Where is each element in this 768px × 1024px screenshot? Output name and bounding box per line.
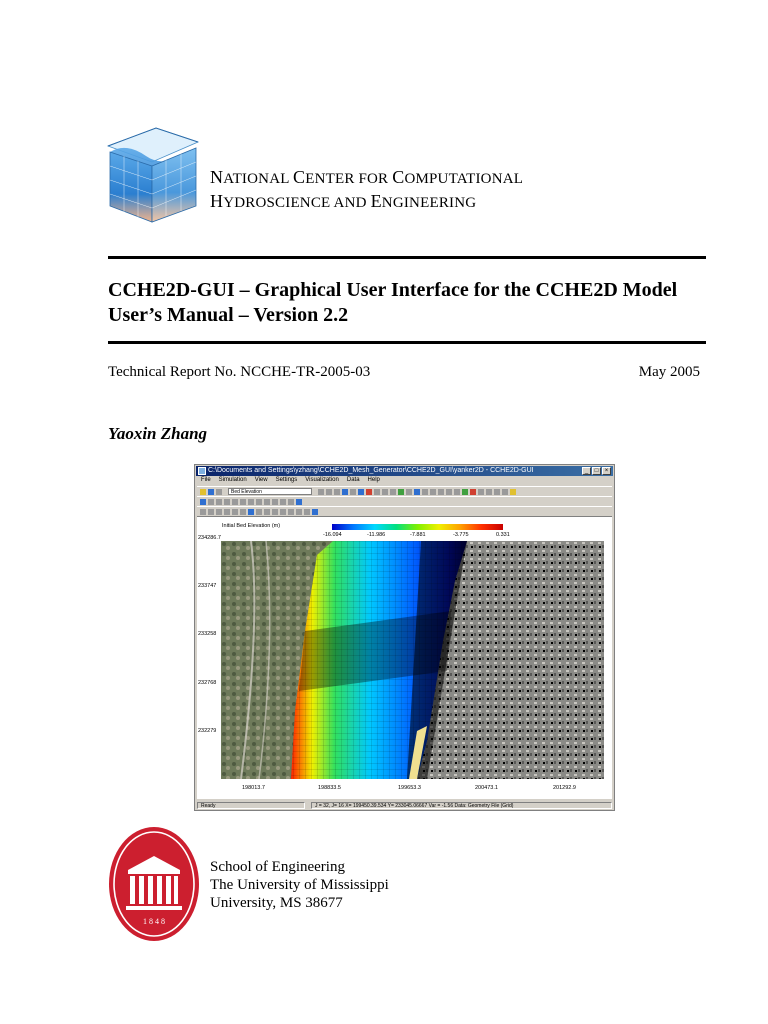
tool-icon: [334, 489, 340, 495]
window-title: C:\Documents and Settings\yzhang\CCHE2D_Mesh_Generator\CCHE2D_GUI\yanker2D - CCHE2D-GUI: [208, 467, 534, 474]
status-ready: Ready: [197, 802, 305, 809]
tool-icon: [288, 509, 294, 515]
tool-icon: [422, 489, 428, 495]
app-icon: [198, 467, 206, 475]
initial-cap: C: [392, 167, 405, 187]
colorbar-tick: -11.986: [367, 532, 386, 538]
open-icon: [200, 489, 206, 495]
window-buttons: [582, 467, 611, 475]
app-screenshot: [194, 464, 615, 811]
tool-icon: [264, 499, 270, 505]
tool-icon: [414, 489, 420, 495]
university-seal-icon: [108, 826, 200, 942]
y-tick: 232279: [198, 728, 217, 734]
colorbar-tick: 0.331: [496, 532, 510, 538]
x-tick: 199653.3: [398, 785, 421, 791]
menu-view: View: [254, 477, 268, 483]
tool-icon: [312, 509, 318, 515]
tool-icon: [248, 509, 254, 515]
x-tick: 198833.5: [318, 785, 341, 791]
tool-icon: [510, 489, 516, 495]
school-line-3: University, MS 38677: [210, 895, 343, 911]
close-button: ×: [602, 467, 611, 475]
print-icon: [216, 489, 222, 495]
colorbar-tick: -7.881: [410, 532, 426, 538]
tool-icon: [272, 499, 278, 505]
word-rest: ENTER FOR: [305, 171, 393, 187]
tool-icon: [200, 509, 206, 515]
tool-icon: [478, 489, 484, 495]
tool-icon: [470, 489, 476, 495]
toolbar-3: [197, 506, 612, 517]
save-icon: [208, 489, 214, 495]
word-rest: YDROSCIENCE AND: [223, 195, 371, 211]
tool-icon: [296, 509, 302, 515]
tool-icon: [232, 499, 238, 505]
bottom-rule: [108, 341, 706, 344]
tool-icon: [350, 489, 356, 495]
document-title: [108, 278, 677, 328]
tool-icon: [374, 489, 380, 495]
seal-year: 1 8 4 8: [143, 917, 165, 926]
y-tick: 234286.7: [198, 535, 221, 541]
word-rest: OMPUTATIONAL: [404, 171, 524, 187]
tool-icon: [280, 499, 286, 505]
tool-icon: [486, 489, 492, 495]
menu-file: File: [201, 477, 211, 483]
menu-simulation: Simulation: [218, 477, 247, 483]
top-rule: [108, 256, 706, 259]
x-tick: 198013.7: [242, 785, 265, 791]
tool-icon: [326, 489, 332, 495]
ncche-cube-logo-icon: [106, 126, 200, 224]
maximize-button: □: [592, 467, 601, 475]
menu-settings: Settings: [275, 477, 298, 483]
report-date: May 2005: [638, 364, 700, 380]
tool-icon: [200, 499, 206, 505]
tool-icon: [304, 509, 310, 515]
legend-title: Initial Bed Elevation (m): [222, 523, 281, 529]
title-line-2: User’s Manual – Version 2.2: [108, 304, 349, 326]
menu-help: Help: [367, 477, 380, 483]
tool-icon: [256, 509, 262, 515]
tool-icon: [390, 489, 396, 495]
author-name: Yaoxin Zhang: [108, 424, 208, 443]
word-rest: NGINEERING: [381, 195, 477, 211]
tool-icon: [296, 499, 302, 505]
initial-cap: E: [370, 191, 382, 211]
tool-icon: [256, 499, 262, 505]
school-address: [210, 858, 389, 912]
initial-cap: N: [210, 167, 224, 187]
y-tick: 232768: [198, 680, 217, 686]
window-titlebar: [196, 466, 613, 476]
zoom-icon: [342, 489, 348, 495]
colorbar: [332, 524, 503, 530]
tool-icon: [224, 509, 230, 515]
tool-icon: [264, 509, 270, 515]
tool-icon: [280, 509, 286, 515]
menu-data: Data: [346, 477, 360, 483]
tool-icon: [502, 489, 508, 495]
y-tick: 233747: [198, 583, 217, 589]
menu-visualization: Visualization: [305, 477, 339, 483]
organization-name: [210, 166, 523, 214]
school-line-1: School of Engineering: [210, 859, 345, 875]
tool-icon: [232, 509, 238, 515]
tool-icon: [216, 499, 222, 505]
y-tick: 233258: [198, 631, 217, 637]
river-mesh-map: [221, 541, 604, 779]
tool-icon: [366, 489, 372, 495]
menu-bar: [197, 477, 380, 483]
tool-icon: [216, 509, 222, 515]
initial-cap: H: [210, 191, 224, 211]
tool-icon: [272, 509, 278, 515]
tool-icon: [454, 489, 460, 495]
title-line-1: CCHE2D-GUI – Graphical User Interface for the CCHE2D Model: [108, 279, 678, 301]
tool-icon: [318, 489, 324, 495]
tool-icon: [240, 509, 246, 515]
school-line-2: The University of Mississippi: [210, 877, 389, 893]
colorbar-tick: -3.775: [453, 532, 469, 538]
tool-icon: [248, 499, 254, 505]
variable-dropdown: Bed Elevation: [228, 488, 312, 495]
tool-icon: [462, 489, 468, 495]
tool-icon: [430, 489, 436, 495]
tool-icon: [382, 489, 388, 495]
tool-icon: [208, 499, 214, 505]
tool-icon: [288, 499, 294, 505]
tool-icon: [398, 489, 404, 495]
organization-name-line1: [210, 166, 523, 190]
plot-area: [197, 517, 612, 799]
status-coordinates: J = 32, J= 16 X= 199450.39.534 Y= 233045.06667 Var = -1.56 Data: Geometry File (Grid): [311, 802, 612, 809]
tool-icon: [446, 489, 452, 495]
x-tick: 201292.9: [553, 785, 576, 791]
x-tick: 200473.1: [475, 785, 498, 791]
report-number: Technical Report No. NCCHE-TR-2005-03: [108, 364, 371, 380]
tool-icon: [224, 499, 230, 505]
tool-icon: [406, 489, 412, 495]
tool-icon: [494, 489, 500, 495]
colorbar-tick: -16.094: [323, 532, 342, 538]
tool-icon: [358, 489, 364, 495]
minimize-button: _: [582, 467, 591, 475]
word-rest: ATIONAL: [223, 171, 293, 187]
status-bar: [197, 802, 612, 809]
organization-name-line2: [210, 190, 523, 214]
initial-cap: C: [292, 167, 306, 187]
tool-icon: [240, 499, 246, 505]
tool-icon: [438, 489, 444, 495]
tool-icon: [208, 509, 214, 515]
